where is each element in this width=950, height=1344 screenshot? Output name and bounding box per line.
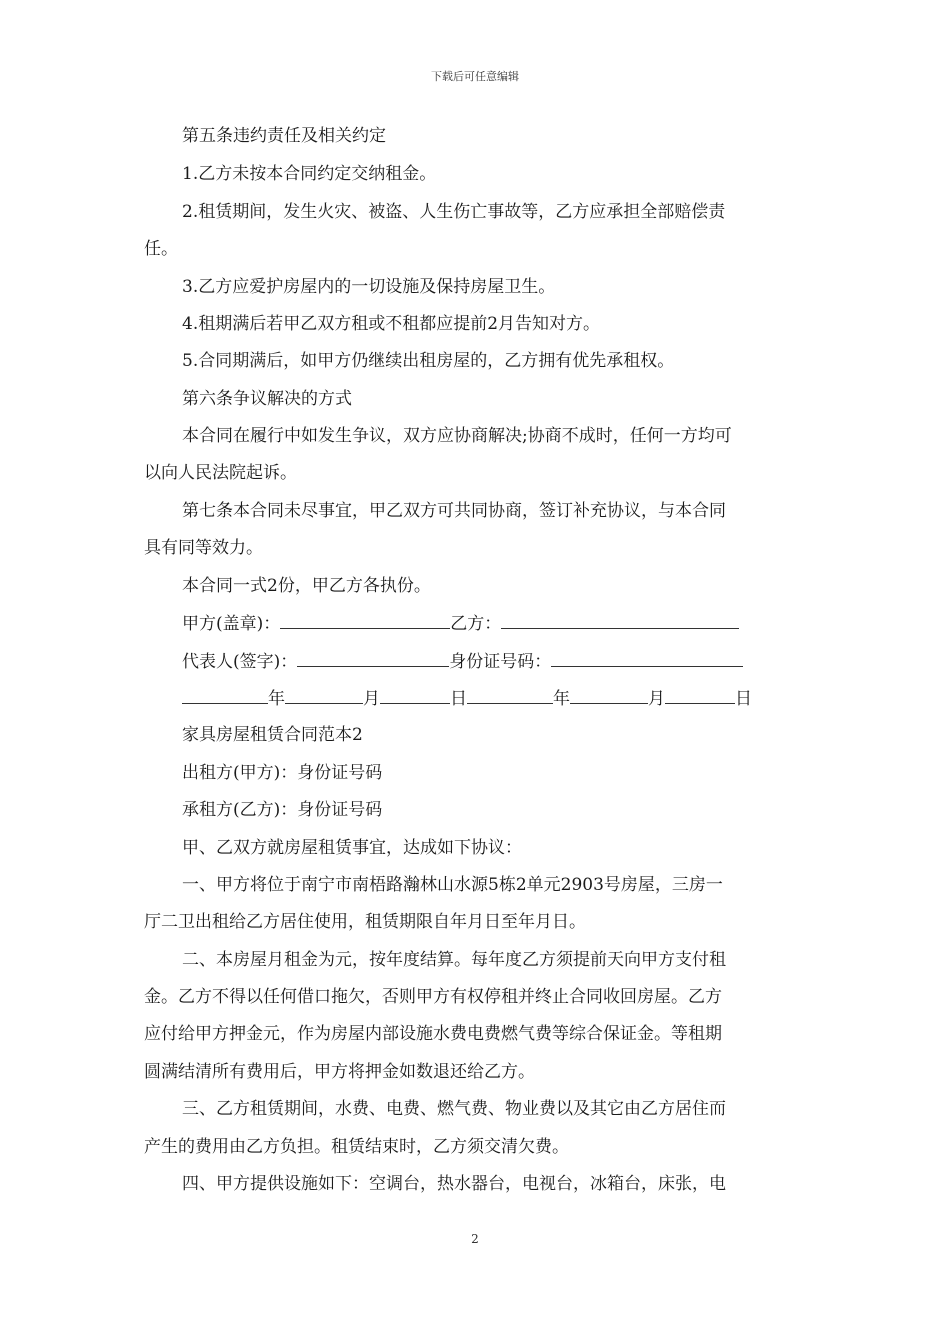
day-blank — [380, 686, 450, 704]
id-number-label: 身份证号码： — [449, 652, 552, 672]
signature-row-date — [182, 686, 752, 711]
paragraph: 甲、乙双方就房屋租赁事宜，达成如下协议： — [182, 838, 522, 858]
day-label: 日 — [450, 689, 467, 709]
party-b-blank — [501, 611, 739, 629]
lessor-line: 出租方(甲方)：身份证号码 — [182, 763, 383, 783]
section-heading: 第六条争议解决的方式 — [182, 389, 352, 409]
paragraph: 一、甲方将位于南宁市南梧路瀚林山水源5栋2单元2903号房屋，三房一 — [182, 875, 723, 895]
page-number: 2 — [471, 1232, 479, 1246]
year-label: 年 — [553, 689, 570, 709]
paragraph: 二、本房屋月租金为元，按年度结算。每年度乙方须提前天向甲方支付租 — [182, 950, 726, 970]
paragraph: 4.租期满后若甲乙双方租或不租都应提前2月告知对方。 — [182, 314, 601, 334]
paragraph-continued: 产生的费用由乙方负担。租赁结束时，乙方须交清欠费。 — [144, 1137, 569, 1157]
paragraph-continued: 具有同等效力。 — [144, 538, 263, 558]
paragraph: 1.乙方未按本合同约定交纳租金。 — [182, 164, 437, 184]
representative-blank — [297, 649, 449, 667]
month-blank — [570, 686, 648, 704]
signature-row-parties — [182, 611, 739, 636]
page-header: 下载后可任意编辑 — [431, 70, 519, 83]
paragraph: 2.租赁期间，发生火灾、被盗、人生伤亡事故等，乙方应承担全部赔偿责 — [182, 202, 726, 222]
paragraph-continued: 圆满结清所有费用后，甲方将押金如数退还给乙方。 — [144, 1062, 535, 1082]
party-a-label: 甲方(盖章)： — [182, 614, 281, 634]
representative-label: 代表人(签字)： — [182, 652, 298, 672]
party-a-blank — [280, 611, 450, 629]
month-label: 月 — [363, 689, 380, 709]
day-blank — [665, 686, 735, 704]
year-label: 年 — [268, 689, 285, 709]
paragraph-continued: 以向人民法院起诉。 — [144, 463, 297, 483]
paragraph-continued: 金。乙方不得以任何借口拖欠，否则甲方有权停租并终止合同收回房屋。乙方 — [144, 987, 722, 1007]
section-heading: 第五条违约责任及相关约定 — [182, 126, 386, 146]
paragraph-continued: 厅二卫出租给乙方居住使用，租赁期限自年月日至年月日。 — [144, 912, 586, 932]
paragraph-continued: 应付给甲方押金元，作为房屋内部设施水费电费燃气费等综合保证金。等租期 — [144, 1024, 722, 1044]
year-blank — [467, 686, 553, 704]
paragraph: 三、乙方租赁期间，水费、电费、燃气费、物业费以及其它由乙方居住而 — [182, 1099, 726, 1119]
paragraph: 5.合同期满后，如甲方仍继续出租房屋的，乙方拥有优先承租权。 — [182, 351, 675, 371]
month-blank — [285, 686, 363, 704]
day-label: 日 — [735, 689, 752, 709]
id-number-blank — [551, 649, 743, 667]
paragraph: 3.乙方应爱护房屋内的一切设施及保持房屋卫生。 — [182, 277, 556, 297]
signature-row-representative — [182, 649, 743, 674]
lessee-line: 承租方(乙方)：身份证号码 — [182, 800, 383, 820]
paragraph-continued: 任。 — [144, 239, 178, 259]
year-blank — [182, 686, 268, 704]
paragraph: 本合同在履行中如发生争议，双方应协商解决;协商不成时，任何一方均可 — [182, 426, 732, 446]
paragraph: 四、甲方提供设施如下：空调台，热水器台，电视台，冰箱台，床张，电 — [182, 1174, 726, 1194]
month-label: 月 — [648, 689, 665, 709]
paragraph: 第七条本合同未尽事宜，甲乙双方可共同协商，签订补充协议，与本合同 — [182, 501, 726, 521]
paragraph: 本合同一式2份，甲乙方各执份。 — [182, 576, 431, 596]
contract-title: 家具房屋租赁合同范本2 — [182, 725, 363, 745]
party-b-label: 乙方： — [450, 614, 502, 634]
